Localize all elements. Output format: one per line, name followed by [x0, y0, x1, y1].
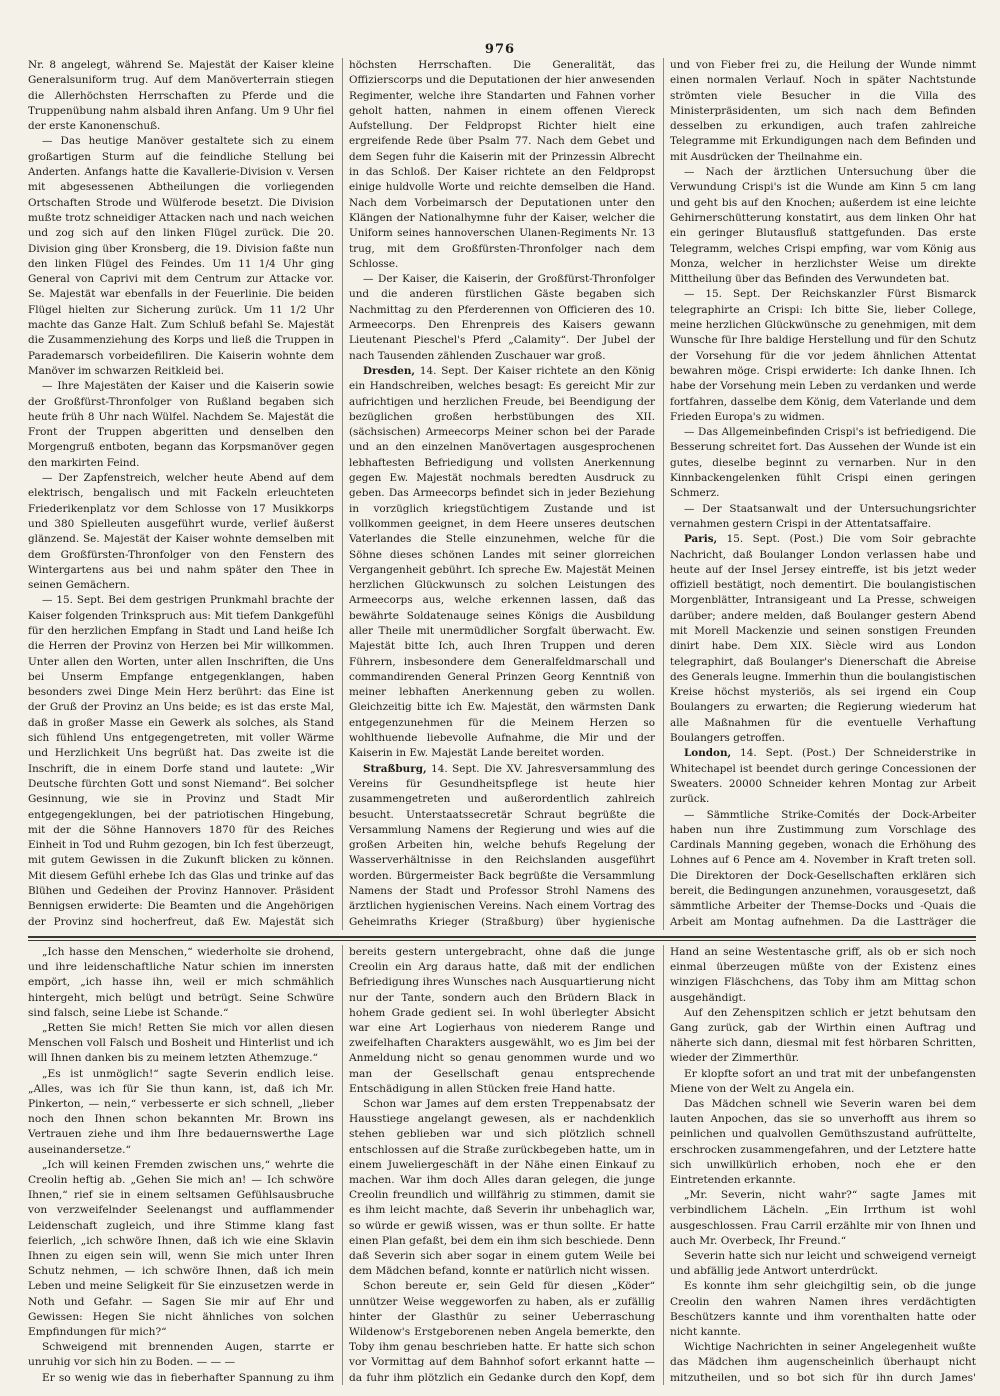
dateline-date: 15. Sept. (Post.)	[726, 533, 824, 546]
news-paragraph: Nr. 8 angelegt, während Se. Majestät der Kaiser kleine Generalsuniform trug. Auf dem Manöverterrain stiegen die Allerhöchsten Herrschaften zu Pferde und die Truppenübung nahm alsbald ihren Anfang. Um 9 Uhr fiel der erste Kanonenschuß.	[28, 59, 334, 133]
feuilleton-paragraph: „Es ist unmöglich!“ sagte Severin endlich leise. „Alles, was ich für Sie thun kann, ist, daß ich Mr. Pinkerton, — nein,“ verbesserte er sich schnell, „lieber noch den Ihnen schon bekannten Mr. Brown ins Vertrauen ziehe und ihm Ihre bedauernswerthe Lage auseinandersetze.“	[28, 1067, 334, 1156]
news-item-strassburg	[349, 762, 655, 930]
feuilleton-paragraph: Schweigend mit brennenden Augen, starrte er unruhig vor sich hin zu Boden. — — —	[28, 1341, 334, 1369]
news-paragraph: — Der Staatsanwalt und der Untersuchungsrichter vernahmen gestern Crispi in der Attentatsaffaire.	[670, 502, 976, 530]
feuilleton-paragraph: bereits gestern untergebracht, ohne daß die junge Creolin ein Arg daraus hatte, daß mit der endlichen Befriedigung ihres Wunsches nach Ausquartierung nicht nur der Tante, sondern auch den Brüdern Black in hohem Grade gedient sei. In wohl überlegter Absicht war eine Art Logierhaus von niederem Range und zweifelhaften Charakters ausgewählt, wo es Jim bei der Anmeldung nicht so genau genommen wurde und wo man der Gesellschaft genau entsprechende Entschädigung in allen Stücken freie Hand hatte.	[349, 946, 655, 1095]
news-paragraph: höchsten Herrschaften. Die Generalität, das Offizierscorps und die Deputationen der hier anwesenden Regimenter, welche ihre Standarten und Fahnen vorher geholt hatten, nahmen in einem offenen Viereck Aufstellung. Der Feldpropst Richter hielt eine ergreifende Rede über Psalm 77. Nach dem Gebet und dem Segen fuhr die Kaiserin mit der Prinzessin Albrecht in das Schloß. Der Kaiser richtete an den Feldpropst einige huldvolle Worte und reichte demselben die Hand. Nach dem Vorbeimarsch der Deputationen unter den Klängen der Nationalhymne fuhr der Kaiser, welcher die Uniform seines hannoverschen Ulanen-Regiments Nr. 13 trug, mit dem Großfürsten-Thronfolger nach dem Schlosse.	[349, 59, 655, 270]
feuilleton-section	[28, 945, 976, 1385]
feuilleton-paragraph: Wichtige Nachrichten in seiner Angelegenheit wußte das Mädchen ihm augenscheinlich überhaupt nicht mitzutheilen, und so bot sich für ihn durch James'	[670, 1341, 976, 1384]
news-text: Die XV. Jahresversammlung des Vereins für Gesundheitspflege ist heute hier zusammengetreten und außerordentlich zahlreich besucht. Unterstaatssecretär Schraut begrüßte die Versammlung Namens der Regierung und wies auf die großen Arbeiten hin, welche behufs Regelung der Wasserverhältnisse in den Reichslanden ausgeführt worden. Bürgermeister Back begrüßte die Versammlung Namens der Stadt und Professor Strohl Namens des ärztlichen hygienischen Vereins. Nach einem Vortrag des Geheimraths Krieger (Straßburg) über hygienische	[349, 762, 655, 928]
news-paragraph: — Sämmtliche Strike-Comités der Dock-Arbeiter haben nun ihre Zustimmung zum Vorschlage des Cardinals Manning gegeben, wonach die Erhöhung des Lohnes auf 6 Pence am 4. November in Kraft treten soll. Die Direktoren der Dock-Gesellschaften erklären sich bereit, die Bedingungen anzunehmen, vorausgesetzt, daß sämmtliche Arbeiter der Themse-Docks und -Quais die Arbeit am Montag aufnehmen. Da die Lastträger die	[670, 808, 976, 928]
news-item-london	[670, 746, 976, 807]
news-text: Der Schneiderstrike in Whitechapel ist beendet durch geringe Concessionen der Sweaters. 20000 Schneider kehren Montag zur Arbeit zurück.	[670, 747, 976, 806]
feuilleton-paragraph: „Ich will keinen Fremden zwischen uns,“ wehrte die Creolin heftig ab. „Gehen Sie mich an! — Ich schwöre Ihnen,“ rief sie in einem seltsamen Gefühlsausbruche von verzweifelnder Seelenangst und aufflammender Leidenschaft zugleich, und ihre Stimme klang fast feierlich, „ich schwöre Ihnen, daß ich wie eine Sklavin Ihnen zu eigen sein will, wenn Sie mich unter Ihren Schutz nehmen, — ich schwöre Ihnen, daß ich mein Leben und meine Seligkeit für Sie einzusetzen werde in Noth und Gefahr. — Sagen Sie mir auf Ehr und Gewissen: Hegen Sie nicht ähnliches von solchen Empfindungen für mich?“	[28, 1158, 334, 1339]
feuilleton-column-2	[342, 945, 655, 1385]
news-item-dresden	[349, 364, 655, 762]
news-paragraph: — 15. Sept. Der Reichskanzler Fürst Bismarck telegraphirte an Crispi: Ich bitte Sie, lieber College, meine herzlichen Glückwünsche zu genehmigen, mit dem Wunsche für Ihre baldige Herstellung und für den Schutz der Vorsehung für die vor jedem ähnlichen Attentat bewahren möge. Crispi erwiderte: Ich danke Ihnen. Ich habe der Vorsehung mein Leben zu verdanken und werde fortfahren, dasselbe dem König, dem Vaterlande und dem Frieden Europa's zu widmen.	[670, 288, 976, 423]
feuilleton-paragraph: Es konnte ihm sehr gleichgiltig sein, ob die junge Creolin den wahren Namen ihres verdächtigten Beschützers kannte und ihm vorenthalten hatte oder nicht kannte.	[670, 1280, 976, 1339]
feuilleton-paragraph: Auf den Zehenspitzen schlich er jetzt behutsam den Gang zurück, gab der Wirthin einen Auftrag und näherte sich dann, diesmal mit fest hörbaren Schritten, wieder der Zimmerthür.	[670, 1006, 976, 1065]
feuilleton-paragraph: Schon war James auf dem ersten Treppenabsatz der Hausstiege angelangt gewesen, als er nachdenklich stehen geblieben war und sich plötzlich schnell entschlossen auf die Straße zurückbegeben hatte, um in einem Juweliergeschäft in der Nähe einen Einkauf zu machen. War ihm doch Alles daran gelegen, die junge Creolin freundlich und willfährig zu stimmen, damit sie es ihm leicht machte, daß Severin ihr unbehaglich war, so würde er gewiß wissen, was er thun sollte. Er hatte einen Plan gefaßt, bei dem ein ihm sich beschiede. Denn daß Severin sich aber sogar in einem gutem Weile bei dem Mädchen befand, konnte er natürlich nicht wissen.	[349, 1098, 655, 1278]
dateline-date: 14. Sept. (Post.)	[740, 747, 836, 760]
feuilleton-paragraph: Severin hatte sich nur leicht und schweigend verneigt und abfällig jede Antwort unterdrückt.	[670, 1250, 976, 1278]
feuilleton-paragraph: Schon bereute er, sein Geld für diesen „Köder“ unnützer Weise weggeworfen zu haben, als er zufällig hinter der Glasthür zu seiner Ueberraschung Wildenow's Erstgeborenen neben Angela bemerkte, den Toby ihm genau beschrieben hatte. Er hatte sich schon vor Vormittag auf dem Bahnhof sofort erkannt hatte — da fuhr ihm plötzlich ein Gedanke durch den Kopf, dem	[349, 1280, 655, 1384]
news-text: Der Kaiser richtete an den König ein Handschreiben, welches besagt: Es gereicht Mir zur aufrichtigen und herzlichen Freude, bei Beendigung der bezüglichen großen herbstübungen des XII. (sächsischen) Armeecorps Meiner schon bei der Parade und an den einzelnen Manövertagen ausgesprochenen lebhaftesten Befriedigung und vollsten Anerkennung gegen Ew. Majestät nochmals beredten Ausdruck zu geben. Das Armeecorps befindet sich in jeder Beziehung in vorzüglich kriegstüchtigem Zustande und ist vollkommen geeignet, in dem Heere unseres deutschen Vaterlandes die Stelle einzunehmen, welche für die Söhne dieses schönen Landes mit seiner glorreichen Vergangenheit gebührt. Ich spreche Ew. Majestät Meinen herzlichen Glückwunsch zu solchen Leistungen des Armeecorps aus, welche erkennen lassen, daß das bewährte Soldatenauge seines Königs die Ausbildung aller Theile mit unermüdlicher Sorgfalt überwacht. Ew. Majestät bitte Ich, auch Ihren Truppen und deren Führern, insbesondere dem Generalfeldmarschall und commandirenden General Prinzen Georg Kenntniß von meiner lebhaften Anerkennung geben zu wollen. Gleichzeitig bitte ich Ew. Majestät, den wärmsten Dank entgegenzunehmen für die Meinem Herzen so wohlthuende liebevolle Aufnahme, die Mir und der Kaiserin in Ew. Majestät Lande bereitet worden.	[349, 364, 655, 760]
news-paragraph: — Ihre Majestäten der Kaiser und die Kaiserin sowie der Großfürst-Thronfolger von Rußland begaben sich heute früh 8 Uhr nach Wülfel. Nachdem Se. Majestät die Front der Truppen abgeritten und denselben den Morgengruß entboten, begann das Korpsmanöver gegen den markirten Feind.	[28, 380, 334, 469]
dateline-place: Straßburg,	[363, 762, 427, 775]
dateline-date: 14. Sept.	[431, 762, 480, 775]
feuilleton-paragraph: „Ich hasse den Menschen,“ wiederholte sie drohend, und ihre leidenschaftliche Natur schien im innersten empört, „ich hasse ihn, weil er mich schmählich hintergeht, mich belügt und betrügt. Seine Schwüre sind falsch, seine Liebe ist Schande.“	[28, 946, 334, 1019]
page-number: 976	[484, 42, 516, 57]
news-column-3	[663, 58, 976, 930]
feuilleton-divider-rule	[28, 936, 976, 941]
news-paragraph: — Der Zapfenstreich, welcher heute Abend auf dem elektrisch, bengalisch und mit Fackeln erleuchteten Friederikenplatz vor dem Schlosse von 17 Musikkorps und 380 Spielleuten ausgeführt wurde, verlief äußerst glänzend. Se. Majestät der Kaiser wohnte demselben mit dem Großfürsten-Thronfolger von den Fenstern des Wintergartens aus bei und nahm später den Thee in seinen Gemächern.	[28, 472, 334, 592]
news-section	[28, 58, 976, 930]
feuilleton-paragraph: „Retten Sie mich! Retten Sie mich vor allen diesen Menschen voll Falsch und Bosheit und Hinterlist und ich will Ihnen danken bis zu meinem letzten Athemzuge.“	[28, 1022, 334, 1065]
news-paragraph: — Nach der ärztlichen Untersuchung über die Verwundung Crispi's ist die Wunde am Kinn 5 cm lang und geht bis auf den Knochen; außerdem ist eine leichte Gehirnerschütterung konstatirt, aus dem linken Ohr hat ein geringer Blutausfluß stattgefunden. Das erste Telegramm, welches Crispi empfing, war vom König aus Monza, welcher in herzlichster Weise um direkte Mittheilung über das Befinden des Verwundeten bat.	[670, 166, 976, 286]
news-paragraph: — Das Allgemeinbefinden Crispi's ist befriedigend. Die Besserung schreitet fort. Das Aussehen der Wunde ist ein gutes, dieselbe beginnt zu vernarben. Nur in den Kinnbackengelenken fühlt Crispi einen geringen Schmerz.	[670, 426, 976, 500]
feuilleton-column-3	[663, 945, 976, 1385]
news-text: Die vom Soir gebrachte Nachricht, daß Boulanger London verlassen habe und heute auf der Insel Jersey eintreffe, ist bis jetzt weder offiziell bestätigt, noch dementirt. Die boulangistischen Morgenblätter, Intransigeant und La Presse, schweigen darüber; andere melden, daß Boulanger gestern Abend mit Morell Mackenzie und seinen sonstigen Freunden dinirt habe. Dem XIX. Siècle wird aus London telegraphirt, daß Boulanger's Dienerschaft die Abreise des Generals leugne. Immerhin thun die boulangistischen Kreise höchst mysteriös, als sei irgend ein Coup Boulangers zu erwarten; die Regierung wiederum hat alle Maßnahmen für die eventuelle Verhaftung Boulangers getroffen.	[670, 533, 976, 745]
feuilleton-paragraph: Das Mädchen schnell wie Severin waren bei dem lauten Anpochen, das sie so unverhofft aus ihrem so peinlichen und qualvollen Gemüthszustand aufrüttelte, erschrocken zusammengefahren, und der Letztere hatte sich unwillkürlich erhoben, noch ehe er den Eintretenden erkannte.	[670, 1098, 976, 1187]
dateline-place: London,	[684, 747, 732, 760]
news-column-1	[28, 58, 334, 930]
news-column-2	[342, 58, 655, 930]
news-paragraph: — Der Kaiser, die Kaiserin, der Großfürst-Thronfolger und die anderen fürstlichen Gäste begaben sich Nachmittag zu den Pferderennen von Officieren des 10. Armeecorps. Den Ehrenpreis des Kaisers gewann Lieutenant Pieschel's Pferd „Calamity“. Der Jubel der nach Tausenden zählenden Zuschauer war groß.	[349, 273, 655, 362]
dateline-place: Paris,	[684, 533, 718, 546]
news-paragraph: — 15. Sept. Bei dem gestrigen Prunkmahl brachte der Kaiser folgenden Trinkspruch aus: Mit tiefem Dankgefühl für den herzlichen Empfang in Stadt und Land heiße Ich die Herren der Provinz von Herzen bei Mir willkommen. Unter allen den Worten, unter allen Inschriften, die Uns bei Unserm Empfange entgegenklangen, haben besonders zwei Dinge Mein Herz berührt: das Eine ist der Gruß der Provinz an Uns beide; es ist das erste Mal, daß in großer Masse ein Gewerk als solches, als Stand sich fühlend Uns entgegengetreten, mit voller Wärme und Herzlichkeit Uns begrüßt hat. Das zweite ist die Inschrift, die in einem Dorfe stand und lautete: „Wir Deutsche fürchten Gott und sonst Niemand“. Bei solcher Gesinnung, wie sie in Provinz und Stadt Mir entgegengeklungen, bei der patriotischen Hingebung, mit der die Söhne Hannovers 1870 für des Reiches Einheit in Tod und Ruhm gezogen, bin Ich fest überzeugt, mit gutem Gewissen in die Zukunft blicken zu können. Mit diesem Gefühl erhebe Ich das Glas und trinke auf das Blühen und Gedeihen der Provinz Hannover. Präsident Bennigsen erwiderte: Die Beamten und die Angehörigen der Provinz sind hocherfreut, daß Ew. Majestät sich	[28, 594, 334, 928]
dateline-date: 14. Sept.	[419, 364, 469, 377]
feuilleton-column-1	[28, 945, 334, 1385]
dateline-place: Dresden,	[363, 364, 415, 377]
news-item-paris	[670, 532, 976, 746]
feuilleton-paragraph: Er so wenig wie das in fieberhafter Spannung zu ihm	[42, 1371, 334, 1384]
feuilleton-paragraph: Er klopfte sofort an und trat mit der unbefangensten Miene von der Welt zu Angela ein.	[670, 1067, 976, 1095]
feuilleton-paragraph: „Mr. Severin, nicht wahr?“ sagte James mit verbindlichem Lächeln. „Ein Irrthum ist wohl ausgeschlossen. Frau Carril erzählte mir von Ihnen und auch Mr. Overbeck, Ihr Freund.“	[670, 1189, 976, 1247]
news-paragraph: — Das heutige Manöver gestaltete sich zu einem großartigen Sturm auf die feindliche Stellung bei Anderten. Anfangs hatte die Kavallerie-Division v. Versen mit abgesessenen Abtheilungen die vorliegenden Ortschaften Strode und Wülferode besetzt. Die Division mußte trotz schneidiger Attacken nach und nach weichen und zog sich auf den linken Flügel zurück. Die 20. Division ging über Kronsberg, die 19. Division faßte nun den linken Flügel des Feindes. Um 11 1/4 Uhr ging General von Caprivi mit dem Centrum zur Attacke vor. Se. Majestät war ebenfalls in der Feuerlinie. Die beiden Flügel hielten zur Sicherung zurück. Um 11 1/2 Uhr machte das Ganze Halt. Zum Schluß befahl Se. Majestät die Zusammenziehung des Korps und ließ die Truppen in Parademarsch vorbeidefiliren. Die Kaiserin wohnte dem Manöver im schwarzen Reitkleid bei.	[28, 135, 334, 377]
news-paragraph: und von Fieber frei zu, die Heilung der Wunde nimmt einen normalen Verlauf. Noch in später Nachtstunde strömten viele Besucher in die Villa des Ministerpräsidenten, um sich nach dem Befinden desselben zu erkundigen, auch trafen zahlreiche Telegramme mit Erkundigungen nach dem Befinden und mit Ausdrücken der Theilnahme ein.	[670, 59, 976, 163]
feuilleton-paragraph: Hand an seine Westentasche griff, als ob er sich noch einmal überzeugen müßte von der Existenz eines winzigen Fläschchens, das Toby ihm am Mittag schon ausgehändigt.	[670, 946, 976, 1004]
